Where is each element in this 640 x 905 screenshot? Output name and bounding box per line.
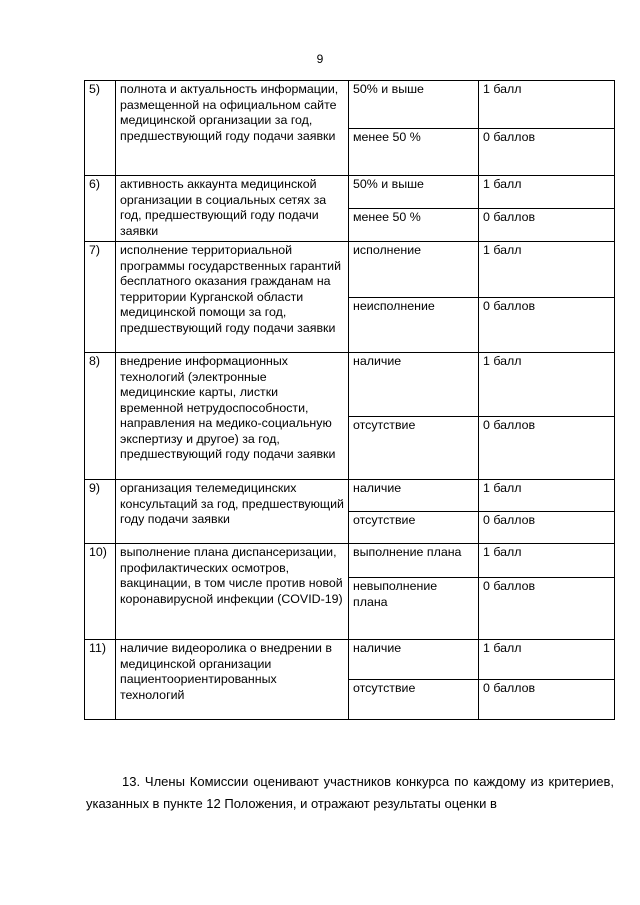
condition-cell: исполнение	[349, 242, 479, 298]
condition-cell: отсутствие	[349, 416, 479, 480]
condition-cell: неисполнение	[349, 297, 479, 353]
table-row	[85, 480, 615, 512]
score-cell: 0 баллов	[479, 297, 615, 353]
table-row	[85, 242, 615, 298]
criterion-name: наличие видеоролика о внедрении в медицинской организации пациентоориентированных технологий	[116, 640, 349, 720]
paragraph-13: 13. Члены Комиссии оценивают участников конкурса по каждому из критериев, указанных в пункте 12 Положения, и отражают результаты оценки в	[86, 774, 614, 811]
criteria-table	[84, 80, 615, 720]
score-cell: 1 балл	[479, 640, 615, 680]
table-row	[85, 640, 615, 680]
score-cell: 1 балл	[479, 353, 615, 417]
condition-cell: отсутствие	[349, 512, 479, 544]
condition-cell: 50% и выше	[349, 176, 479, 209]
condition-cell: невыполнение плана	[349, 578, 479, 640]
row-number: 10)	[85, 544, 116, 640]
criterion-name: выполнение плана диспансеризации, профилактических осмотров, вакцинации, в том числе против новой коронавирусной инфекции (COVID-19)	[116, 544, 349, 640]
condition-cell: менее 50 %	[349, 128, 479, 176]
row-number: 8)	[85, 353, 116, 480]
score-cell: 1 балл	[479, 480, 615, 512]
condition-cell: наличие	[349, 480, 479, 512]
criterion-name: организация телемедицинских консультаций за год, предшествующий году подачи заявки	[116, 480, 349, 544]
row-number: 9)	[85, 480, 116, 544]
criterion-name: активность аккаунта медицинской организации в социальных сетях за год, предшествующий году подачи заявки	[116, 176, 349, 242]
row-number: 6)	[85, 176, 116, 242]
criterion-name: исполнение территориальной программы государственных гарантий бесплатного оказания гражданам на территории Курганской области медицинской помощи за год, предшествующий году подачи заявки	[116, 242, 349, 353]
condition-cell: менее 50 %	[349, 209, 479, 242]
score-cell: 1 балл	[479, 176, 615, 209]
criterion-name: внедрение информационных технологий (электронные медицинские карты, листки временной нетрудоспособности, направления на медико-социальную экспертизу и другое) за год, предшествующий году подачи заявки	[116, 353, 349, 480]
page-number: 9	[316, 52, 324, 66]
row-number: 11)	[85, 640, 116, 720]
condition-cell: 50% и выше	[349, 81, 479, 129]
table-row	[85, 353, 615, 417]
score-cell: 0 баллов	[479, 578, 615, 640]
score-cell: 0 баллов	[479, 209, 615, 242]
condition-cell: наличие	[349, 353, 479, 417]
score-cell: 1 балл	[479, 242, 615, 298]
table-row	[85, 176, 615, 209]
row-number: 5)	[85, 81, 116, 176]
condition-cell: наличие	[349, 640, 479, 680]
score-cell: 0 баллов	[479, 416, 615, 480]
score-cell: 0 баллов	[479, 512, 615, 544]
condition-cell: выполнение плана	[349, 544, 479, 578]
score-cell: 1 балл	[479, 544, 615, 578]
score-cell: 0 баллов	[479, 680, 615, 720]
score-cell: 0 баллов	[479, 128, 615, 176]
criterion-name: полнота и актуальность информации, размещенной на официальном сайте медицинской организации за год, предшествующий году подачи заявки	[116, 81, 349, 176]
table-row	[85, 544, 615, 578]
condition-cell: отсутствие	[349, 680, 479, 720]
score-cell: 1 балл	[479, 81, 615, 129]
row-number: 7)	[85, 242, 116, 353]
table-row	[85, 81, 615, 129]
